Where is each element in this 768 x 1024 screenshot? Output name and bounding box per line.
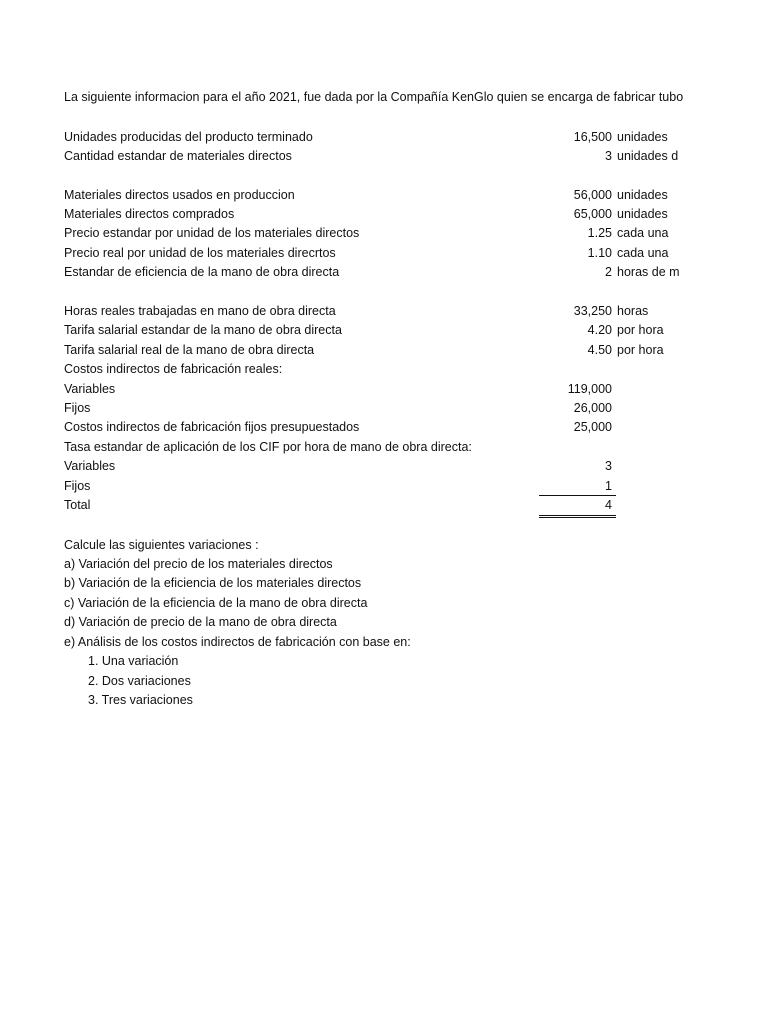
row-label: Precio real por unidad de los materiales direcrtos	[64, 246, 336, 260]
question-subitem	[64, 691, 768, 710]
row-value: 4.20	[587, 323, 612, 337]
row-label: Cantidad estandar de materiales directos	[64, 149, 292, 163]
row-unit: por hora	[617, 343, 664, 357]
data-row-materials-purchased	[64, 205, 768, 224]
question-subitem-text: 3. Tres variaciones	[88, 693, 193, 707]
row-value: 3	[605, 149, 612, 163]
row-label: Variables	[64, 382, 116, 396]
question-item-text: b) Variación de la eficiencia de los materiales directos	[64, 576, 362, 590]
question-subitem-text: 1. Una variación	[88, 654, 179, 668]
data-row-standard-price	[64, 224, 768, 243]
question-item	[64, 633, 768, 652]
row-value: 16,500	[573, 130, 612, 144]
question-item	[64, 613, 768, 632]
data-row-real-wage	[64, 341, 768, 360]
row-label: Tasa estandar de aplicación de los CIF por hora de mano de obra directa:	[64, 440, 472, 454]
row-unit: horas de m	[617, 265, 680, 279]
data-row-real-price	[64, 244, 768, 263]
data-row-standard-wage	[64, 321, 768, 340]
row-value: 33,250	[573, 304, 612, 318]
row-value: 1	[605, 479, 612, 493]
questions-heading-text: Calcule las siguientes variaciones :	[64, 538, 259, 552]
question-item	[64, 594, 768, 613]
row-value: 25,000	[573, 420, 612, 434]
row-unit: unidades d	[617, 149, 679, 163]
row-value: 3	[605, 459, 612, 473]
data-row-overhead-fixed	[64, 399, 768, 418]
row-value: 4	[605, 498, 612, 512]
row-unit: cada una	[617, 226, 669, 240]
row-value: 56,000	[573, 188, 612, 202]
row-value: 26,000	[573, 401, 612, 415]
data-row-overhead-budgeted	[64, 418, 768, 437]
data-row-materials-used	[64, 186, 768, 205]
data-row-rate-fixed	[64, 477, 768, 496]
data-row-rate-total	[64, 496, 768, 515]
total-double-underline-bottom	[539, 517, 616, 518]
row-label: Variables	[64, 459, 116, 473]
row-value: 65,000	[573, 207, 612, 221]
question-subitem-text: 2. Dos variaciones	[88, 674, 191, 688]
row-label: Fijos	[64, 479, 91, 493]
questions-heading	[64, 536, 768, 555]
question-item-text: c) Variación de la eficiencia de la mano de obra directa	[64, 596, 368, 610]
row-value: 1.10	[587, 246, 612, 260]
data-row-labor-efficiency-standard	[64, 263, 768, 282]
row-label: Tarifa salarial real de la mano de obra directa	[64, 343, 315, 357]
data-row-overhead-real-heading	[64, 360, 768, 379]
data-row-real-hours	[64, 302, 768, 321]
data-row-rate-variable	[64, 457, 768, 476]
question-item-text: a) Variación del precio de los materiales directos	[64, 557, 333, 571]
row-label: Materiales directos comprados	[64, 207, 235, 221]
question-subitem	[64, 672, 768, 691]
data-row-rate-heading	[64, 438, 768, 457]
row-value: 119,000	[567, 382, 612, 396]
question-item-text: e) Análisis de los costos indirectos de fabricación con base en:	[64, 635, 411, 649]
row-value: 2	[605, 265, 612, 279]
data-row-standard-quantity	[64, 147, 768, 166]
row-label: Materiales directos usados en produccion	[64, 188, 295, 202]
question-item-text: d) Variación de precio de la mano de obra directa	[64, 615, 337, 629]
row-label: Costos indirectos de fabricación reales:	[64, 362, 283, 376]
row-unit: por hora	[617, 323, 664, 337]
question-item	[64, 574, 768, 593]
question-item	[64, 555, 768, 574]
row-label: Precio estandar por unidad de los materiales directos	[64, 226, 360, 240]
question-subitem	[64, 652, 768, 671]
row-unit: unidades	[617, 130, 668, 144]
row-label: Fijos	[64, 401, 91, 415]
row-label: Horas reales trabajadas en mano de obra directa	[64, 304, 336, 318]
row-label: Estandar de eficiencia de la mano de obra directa	[64, 265, 340, 279]
row-label: Unidades producidas del producto terminado	[64, 130, 313, 144]
row-value: 1.25	[587, 226, 612, 240]
row-unit: unidades	[617, 207, 668, 221]
row-unit: cada una	[617, 246, 669, 260]
data-row-units-produced	[64, 128, 768, 147]
row-unit: horas	[617, 304, 649, 318]
total-double-underline-top	[539, 515, 616, 516]
row-label: Costos indirectos de fabricación fijos presupuestados	[64, 420, 360, 434]
row-label: Tarifa salarial estandar de la mano de obra directa	[64, 323, 342, 337]
row-value: 4.50	[587, 343, 612, 357]
data-row-overhead-variable	[64, 380, 768, 399]
row-label: Total	[64, 498, 91, 512]
row-unit: unidades	[617, 188, 668, 202]
intro-text: La siguiente informacion para el año 2021, fue dada por la Compañía KenGlo quien se encarga de fabricar tubo	[64, 90, 684, 104]
